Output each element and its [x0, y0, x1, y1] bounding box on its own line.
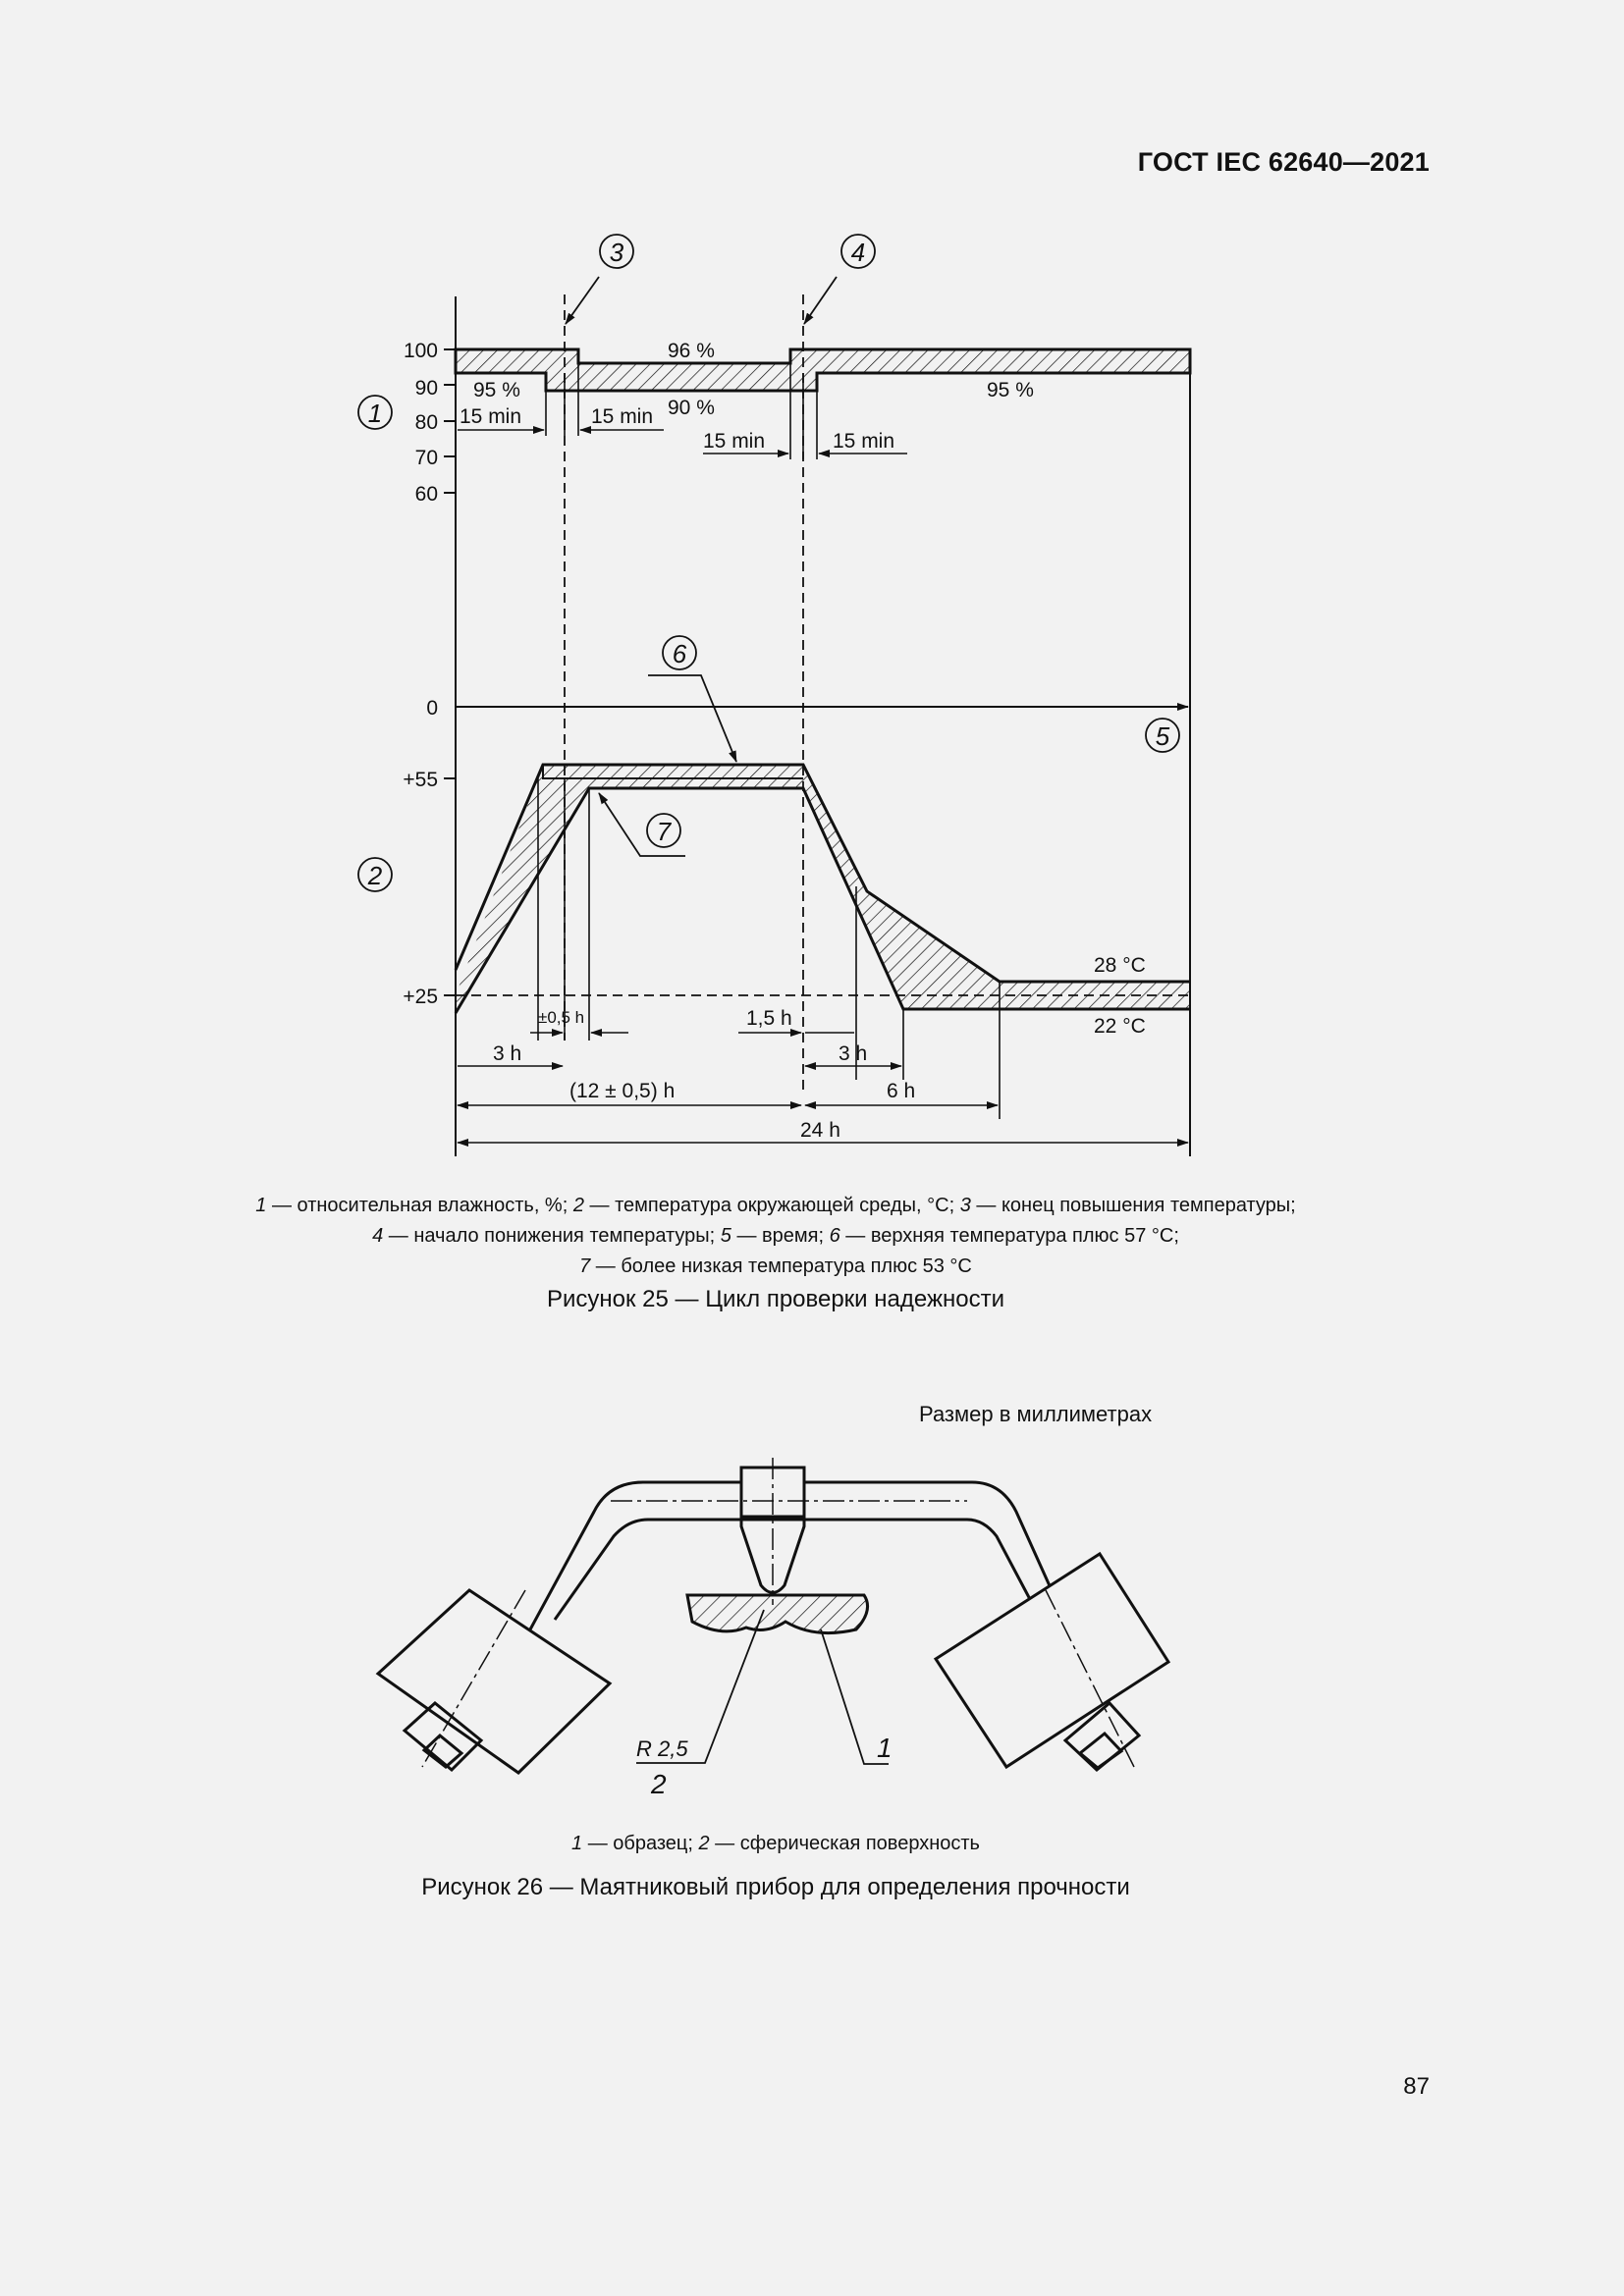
y-tick-60: 60 — [414, 483, 438, 506]
svg-text:4: 4 — [850, 238, 866, 267]
callout-1 — [358, 396, 392, 429]
marker-lines — [456, 294, 1190, 1090]
dim-15h: 1,5 h — [746, 1007, 792, 1030]
callout-3 — [600, 235, 633, 268]
callout-leaders — [566, 277, 837, 324]
callout-4 — [841, 235, 875, 268]
dim-05h: ±0,5 h — [538, 1008, 585, 1027]
humidity-96: 96 % — [668, 340, 715, 362]
dim-24h: 24 h — [800, 1119, 840, 1142]
figure-25-caption: Рисунок 25 — Цикл проверки надежности — [547, 1286, 1004, 1312]
y-tick-90: 90 — [414, 377, 438, 400]
dim-12h: (12 ± 0,5) h — [569, 1080, 676, 1102]
min-label-c: 15 min — [703, 430, 766, 453]
y-tick-80: 80 — [414, 411, 438, 434]
figure-26-legend: 1 — образец; 2 — сферическая поверхность — [571, 1833, 980, 1854]
temp-28: 28 °C — [1094, 954, 1146, 977]
temperature-band — [456, 765, 1190, 1013]
humidity-95-left: 95 % — [473, 379, 520, 401]
svg-text:2: 2 — [367, 861, 383, 890]
specimen — [687, 1595, 868, 1633]
callout-2 — [358, 858, 392, 891]
min-label-b: 15 min — [591, 405, 654, 428]
humidity-band — [456, 349, 1190, 391]
figure-25-legend: 1 — относительная влажность, %; 2 — температура окружающей среды, °C; 3 — конец повышения температуры; 4 — начало понижения температуры; 5 — время; 6 — верхняя температура плюс 57 °C; 7 — более низкая температура плюс 53 °C — [255, 1195, 1296, 1277]
document-id: ГОСТ IEC 62640—2021 — [1137, 147, 1430, 177]
figure-26-caption: Рисунок 26 — Маятниковый прибор для определения прочности — [421, 1874, 1130, 1900]
page-number: 87 — [1403, 2073, 1430, 2100]
y-tick-70: 70 — [414, 447, 438, 469]
svg-text:7: 7 — [656, 817, 672, 846]
label-2: 2 — [651, 1769, 667, 1799]
humidity-95-right: 95 % — [987, 379, 1034, 401]
humidity-90: 90 % — [668, 397, 715, 419]
y-tick-55: +55 — [403, 769, 438, 791]
dim-3h-right: 3 h — [839, 1042, 868, 1065]
svg-text:1: 1 — [367, 399, 383, 428]
radius-label: R 2,5 — [636, 1736, 688, 1761]
dim-6h: 6 h — [887, 1080, 916, 1102]
svg-text:3: 3 — [609, 238, 624, 267]
temp-22: 22 °C — [1094, 1015, 1146, 1038]
svg-text:5: 5 — [1155, 721, 1170, 751]
min-label-a: 15 min — [460, 405, 522, 428]
min-label-d: 15 min — [833, 430, 895, 453]
y-tick-25: +25 — [403, 986, 438, 1008]
y-tick-0: 0 — [426, 697, 438, 720]
svg-text:6: 6 — [672, 639, 687, 668]
y-tick-100: 100 — [403, 340, 438, 362]
label-1: 1 — [877, 1733, 893, 1763]
callout-5 — [1146, 719, 1179, 752]
dim-3h-left: 3 h — [493, 1042, 522, 1065]
dimensions-note: Размер в миллиметрах — [919, 1402, 1153, 1426]
callout-7 — [647, 814, 680, 847]
callout-6 — [663, 636, 696, 669]
